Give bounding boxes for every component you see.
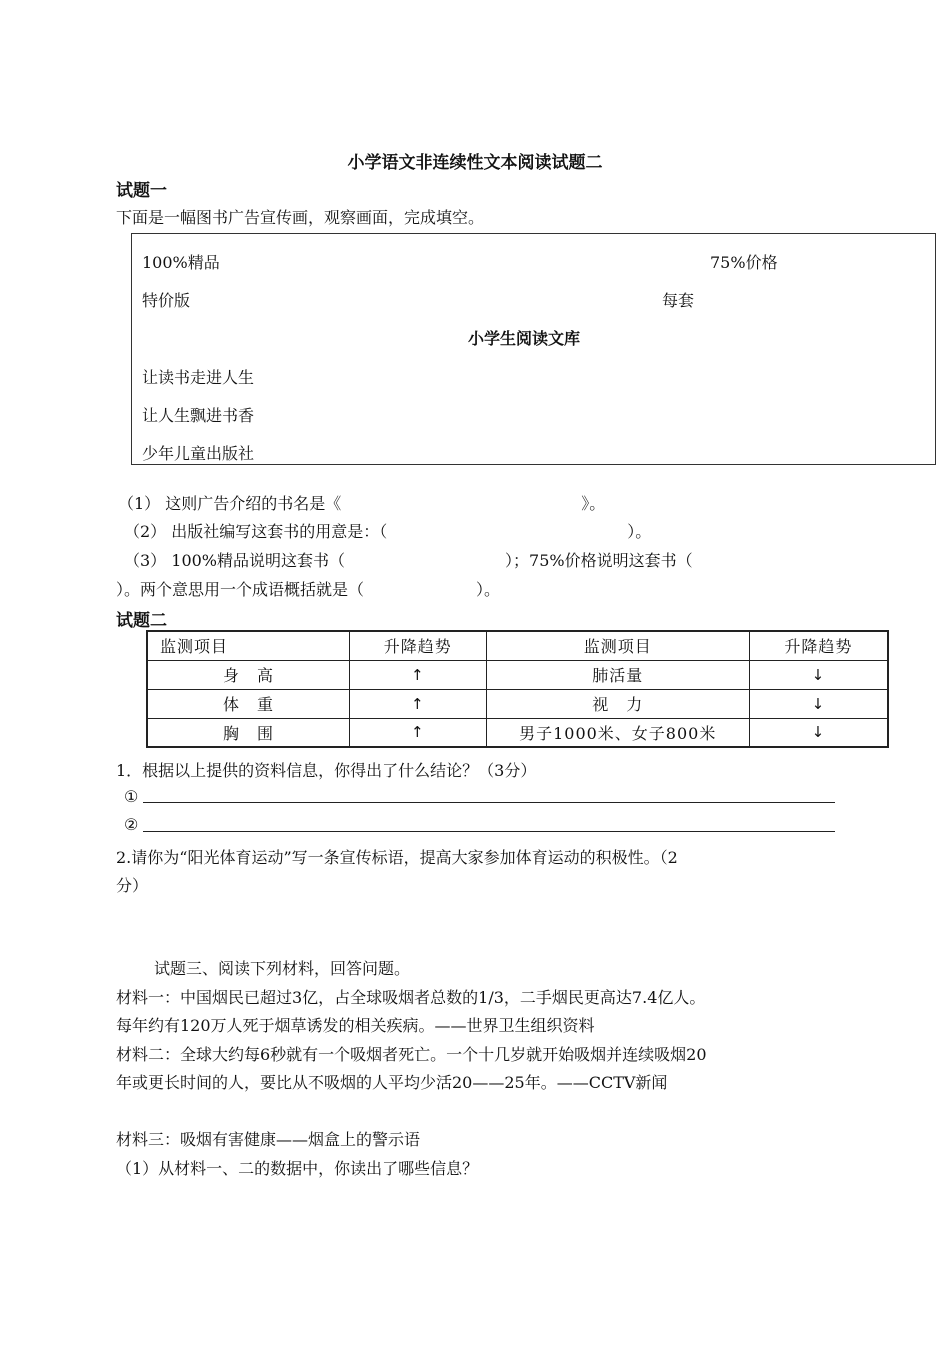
table-row <box>147 689 888 718</box>
table-header-cell: 升降趋势 <box>749 631 888 660</box>
table-cell: 体 重 <box>147 689 349 718</box>
table-cell: 肺活量 <box>486 660 749 689</box>
page-title: 小学语文非连续性文本阅读试题二 <box>347 153 603 173</box>
question2-prompt-2-cont: 分） <box>116 876 149 895</box>
ad-second-left: 特价版 <box>142 291 191 310</box>
table-cell: 视 力 <box>486 689 749 718</box>
ad-slogan-1: 让读书走进人生 <box>142 368 255 387</box>
question1-item-3: （3） 100%精品说明这套书（ ）；75%价格说明这套书（ <box>124 551 693 570</box>
material-1-line-2: 每年约有120万人死于烟草诱发的相关疾病。——世界卫生组织资料 <box>116 1016 595 1035</box>
answer-marker-1: ① <box>124 787 139 806</box>
table-header-cell: 监测项目 <box>486 631 749 660</box>
question1-intro: 下面是一幅图书广告宣传画，观察画面，完成填空。 <box>116 208 485 227</box>
question3-sub-1: （1）从材料一、二的数据中，你读出了哪些信息？ <box>116 1159 479 1178</box>
ad-top-left: 100%精品 <box>142 253 220 272</box>
question1-heading: 试题一 <box>116 181 167 201</box>
up-arrow-icon: ↑ <box>349 689 486 718</box>
table-row <box>147 660 888 689</box>
down-arrow-icon: ↓ <box>749 718 888 747</box>
down-arrow-icon: ↓ <box>749 660 888 689</box>
question2-prompt-2: 2.请你为“阳光体育运动”写一条宣传标语，提高大家参加体育运动的积极性。（2 <box>116 848 678 867</box>
question1-item-1: （1） 这则广告介绍的书名是《 》。 <box>118 494 606 513</box>
answer-marker-2: ② <box>124 815 139 834</box>
answer-line-2[interactable] <box>143 831 835 832</box>
book-ad-box <box>131 233 936 465</box>
question2-prompt-1: 1．根据以上提供的资料信息，你得出了什么结论？（3分） <box>116 761 537 780</box>
material-1-line-1: 材料一：中国烟民已超过3亿，占全球吸烟者总数的1/3，二手烟民更高达7.4亿人。 <box>116 988 706 1007</box>
table-header-row <box>147 631 888 660</box>
ad-publisher: 少年儿童出版社 <box>142 444 255 463</box>
table-cell: 身 高 <box>147 660 349 689</box>
answer-line-1[interactable] <box>143 802 835 803</box>
table-cell: 男子1000米、女子800米 <box>486 718 749 747</box>
table-row <box>147 718 888 747</box>
up-arrow-icon: ↑ <box>349 718 486 747</box>
question1-item-3-cont: ）。两个意思用一个成语概括就是（ ）。 <box>116 580 501 599</box>
material-2-line-1: 材料二：全球大约每6秒就有一个吸烟者死亡。一个十几岁就开始吸烟并连续吸烟20 <box>116 1045 707 1064</box>
question3-heading: 试题三、阅读下列材料，回答问题。 <box>154 959 411 978</box>
table-header-cell: 监测项目 <box>147 631 349 660</box>
down-arrow-icon: ↓ <box>749 689 888 718</box>
question1-item-2: （2） 出版社编写这套书的用意是：（ ）。 <box>124 522 652 541</box>
ad-slogan-2: 让人生飘进书香 <box>142 406 255 425</box>
ad-top-right: 75%价格 <box>710 253 778 272</box>
material-2-line-2: 年或更长时间的人，要比从不吸烟的人平均少活20——25年。——CCTV新闻 <box>116 1073 668 1092</box>
question2-heading: 试题二 <box>116 611 167 631</box>
table-header-cell: 升降趋势 <box>349 631 486 660</box>
monitoring-table <box>146 630 889 748</box>
material-3: 材料三：吸烟有害健康——烟盒上的警示语 <box>116 1130 421 1149</box>
ad-second-right: 每套 <box>662 291 695 310</box>
ad-book-title: 小学生阅读文库 <box>468 329 581 348</box>
up-arrow-icon: ↑ <box>349 660 486 689</box>
table-cell: 胸 围 <box>147 718 349 747</box>
